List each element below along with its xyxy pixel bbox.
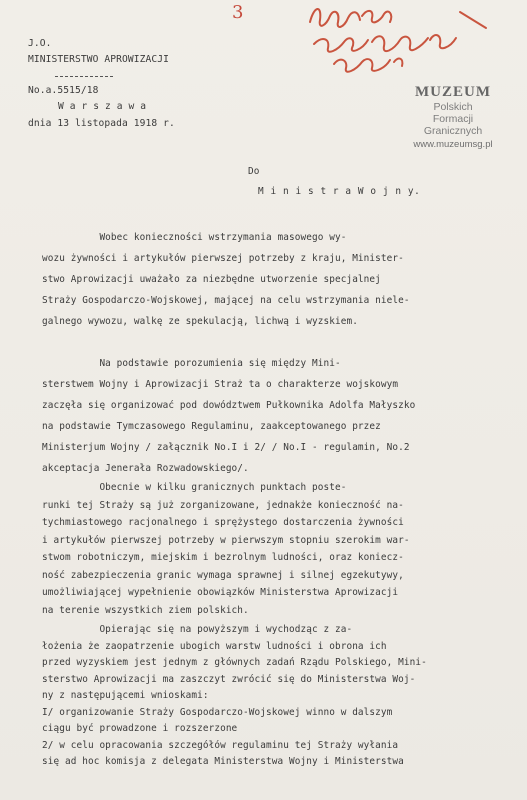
- body-line: sterstwo Aprowizacji ma zaszczyt zwrócić się do Ministerstwa Woj-: [42, 673, 416, 685]
- addressee-do: Do: [248, 166, 260, 177]
- body-line: ny z następującemi wnioskami:: [42, 690, 209, 701]
- body-line: wozu żywności i artykułów pierwszej potrzeby z kraju, Minister-: [42, 253, 404, 264]
- body-line: Obecnie w kilku granicznych punktach poste-: [42, 482, 347, 493]
- watermark-title: MUZEUM: [415, 84, 491, 100]
- body-line: Straży Gospodarczo-Wojskowej, mającej na celu wstrzymania niele-: [42, 295, 410, 306]
- body-line: się ad hoc komisja z delegata Ministerstwa Wojny i Ministerstwa: [42, 756, 404, 767]
- header-divider: [55, 76, 113, 77]
- watermark-line4: Granicznych: [423, 125, 483, 137]
- body-line: galnego wywozu, walkę ze spekulacją, lichwą i wyzskiem.: [42, 316, 358, 327]
- watermark-line3: Formacji: [432, 113, 474, 125]
- body-line: łożenia że zaopatrzenie ubogich warstw ludności i obrona ich: [42, 640, 387, 652]
- body-line: tychmiastowego racjonalnego i sprężystego dostarczenia żywności: [42, 517, 404, 528]
- body-line: akceptacja Jenerała Rozwadowskiego/.: [42, 463, 249, 474]
- body-line: ność zabezpieczenia granic wymaga sprawnej i silnej egzekutywy,: [42, 569, 404, 581]
- body-line: przed wyzyskiem jest jednym z głównych zadań Rządu Polskiego, Mini-: [42, 657, 427, 668]
- body-line: Opierając się na powyższym i wychodząc z za-: [42, 624, 353, 635]
- body-line: sterstwem Wojny i Aprowizacji Straż ta o charakterze wojskowym: [42, 379, 399, 390]
- body-line: stwom robotniczym, miejskim i bezrolnym ludności, oraz koniecz-: [42, 552, 404, 563]
- header-initials: J.O.: [28, 38, 52, 49]
- addressee-recipient: M i n i s t r a W o j n y.: [258, 186, 421, 197]
- body-line: 2/ w celu opracowania szczegółów regulaminu tej Straży wyłania: [42, 739, 399, 751]
- body-line: zaczęła się organizować pod dowództwem Pułkownika Adolfa Małyszko: [42, 400, 416, 411]
- body-line: I/ organizowanie Straży Gospodarczo-Wojskowej winno w dalszym: [42, 706, 393, 718]
- body-line: umożliwiającej wypełnienie obowiązków Ministerstwa Aprowizacji: [42, 587, 399, 598]
- header-ref: No.a.5515/18: [28, 85, 99, 96]
- body-line: Na podstawie porozumienia się między Mini-: [42, 358, 341, 369]
- handwritten-note-icon: [300, 0, 500, 80]
- header-city: W a r s z a w a: [58, 101, 147, 112]
- body-line: na podstawie Tymczasowego Regulaminu, zaakceptowanego przez: [42, 421, 381, 432]
- watermark-url: www.muzeumsg.pl: [413, 139, 493, 150]
- museum-watermark: [398, 84, 508, 150]
- body-line: Wobec konieczności wstrzymania masowego wy-: [42, 232, 347, 243]
- red-page-number: 3: [232, 2, 244, 23]
- body-line: Ministerjum Wojny / załącznik No.I i 2/ / No.I - regulamin, No.2: [42, 442, 410, 453]
- body-line: i artykułów pierwszej potrzeby w pierwszym stopniu szerokim war-: [42, 534, 410, 546]
- watermark-line2: Polskich: [433, 101, 473, 113]
- header-ministry: MINISTERSTWO APROWIZACJI: [28, 54, 170, 65]
- body-line: runki tej Straży są już zorganizowane, jednakże konieczność na-: [42, 499, 404, 511]
- body-line: na terenie wszystkich ziem polskich.: [42, 604, 249, 616]
- body-line: ciągu być prowadzone i rozszerzone: [42, 723, 238, 734]
- body-line: stwo Aprowizacji uważało za niezbędne utworzenie specjalnej: [42, 274, 381, 285]
- header-date: dnia 13 listopada 1918 r.: [28, 118, 175, 129]
